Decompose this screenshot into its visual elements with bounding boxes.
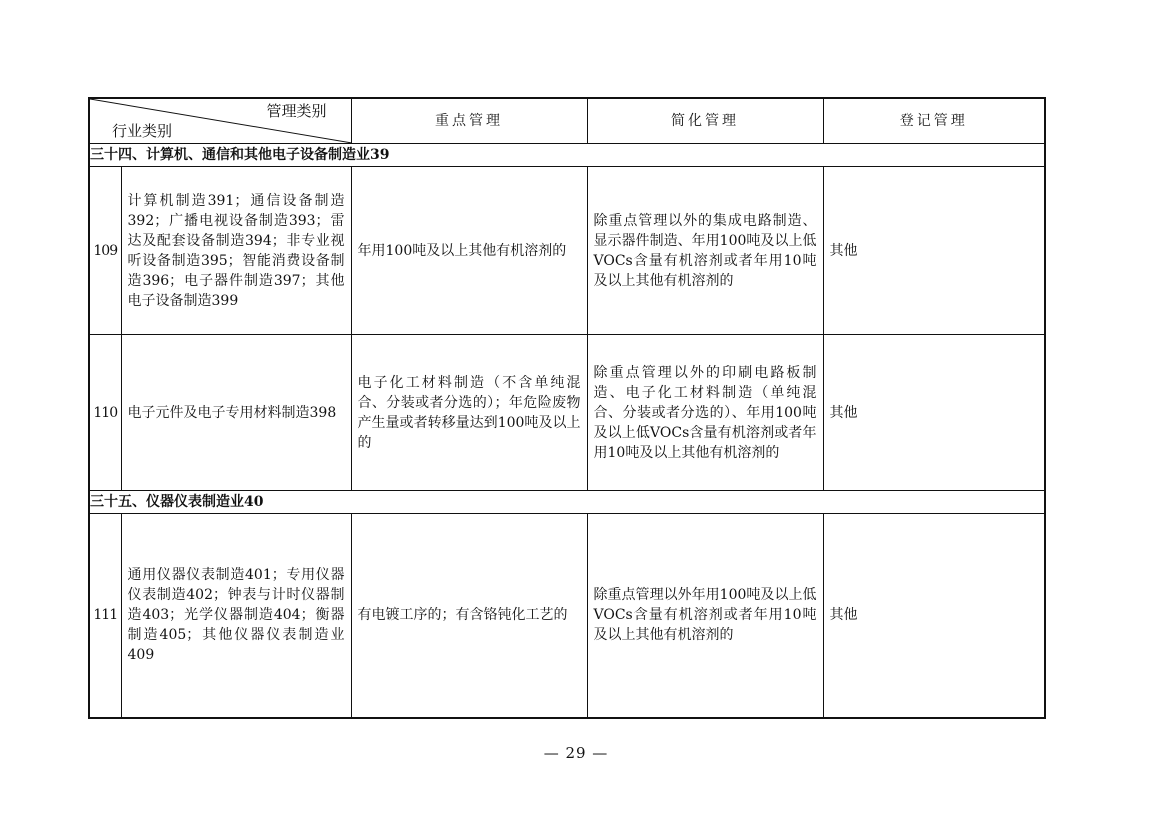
row-number: 110	[89, 335, 121, 491]
section-row	[89, 491, 1045, 514]
col-key-management: 重点管理	[351, 98, 587, 144]
row-number: 109	[89, 167, 121, 335]
register-management-cell: 其他	[823, 335, 1045, 491]
table-row	[89, 514, 1045, 718]
table-row	[89, 335, 1045, 491]
table-header-row	[89, 98, 1045, 144]
simple-management-cell: 除重点管理以外年用100吨及以上低VOCs含量有机溶剂或者年用10吨及以上其他有机溶剂的	[587, 514, 823, 718]
industry-cell: 计算机制造391；通信设备制造392；广播电视设备制造393；雷达及配套设备制造394；非专业视听设备制造395；智能消费设备制造396；电子器件制造397；其他电子设备制造399	[121, 167, 351, 335]
row-number: 111	[89, 514, 121, 718]
industry-cell: 通用仪器仪表制造401；专用仪器仪表制造402；钟表与计时仪器制造403；光学仪器制造404；衡器制造405；其他仪器仪表制造业409	[121, 514, 351, 718]
table-row	[89, 167, 1045, 335]
industry-category-label: 行业类别	[112, 122, 173, 140]
section-title: 三十五、仪器仪表制造业40	[89, 491, 1045, 514]
simple-management-cell: 除重点管理以外的印刷电路板制造、电子化工材料制造（单纯混合、分装或者分选的）、年用100吨及以上低VOCs含量有机溶剂或者年用10吨及以上其他有机溶剂的	[587, 335, 823, 491]
key-management-cell: 有电镀工序的；有含铬钝化工艺的	[351, 514, 587, 718]
management-category-label: 管理类别	[266, 102, 327, 120]
simple-management-cell: 除重点管理以外的集成电路制造、显示器件制造、年用100吨及以上低VOCs含量有机溶剂或者年用10吨及以上其他有机溶剂的	[587, 167, 823, 335]
diagonal-header-cell	[89, 98, 351, 144]
section-title: 三十四、计算机、通信和其他电子设备制造业39	[89, 144, 1045, 167]
col-register-management: 登记管理	[823, 98, 1045, 144]
register-management-cell: 其他	[823, 167, 1045, 335]
key-management-cell: 电子化工材料制造（不含单纯混合、分装或者分选的）；年危险废物产生量或者转移量达到100吨及以上的	[351, 335, 587, 491]
industry-cell: 电子元件及电子专用材料制造398	[121, 335, 351, 491]
key-management-cell: 年用100吨及以上其他有机溶剂的	[351, 167, 587, 335]
col-simple-management: 简化管理	[587, 98, 823, 144]
page-number: — 29 —	[543, 744, 609, 762]
management-table	[88, 97, 1046, 719]
register-management-cell: 其他	[823, 514, 1045, 718]
section-row	[89, 144, 1045, 167]
